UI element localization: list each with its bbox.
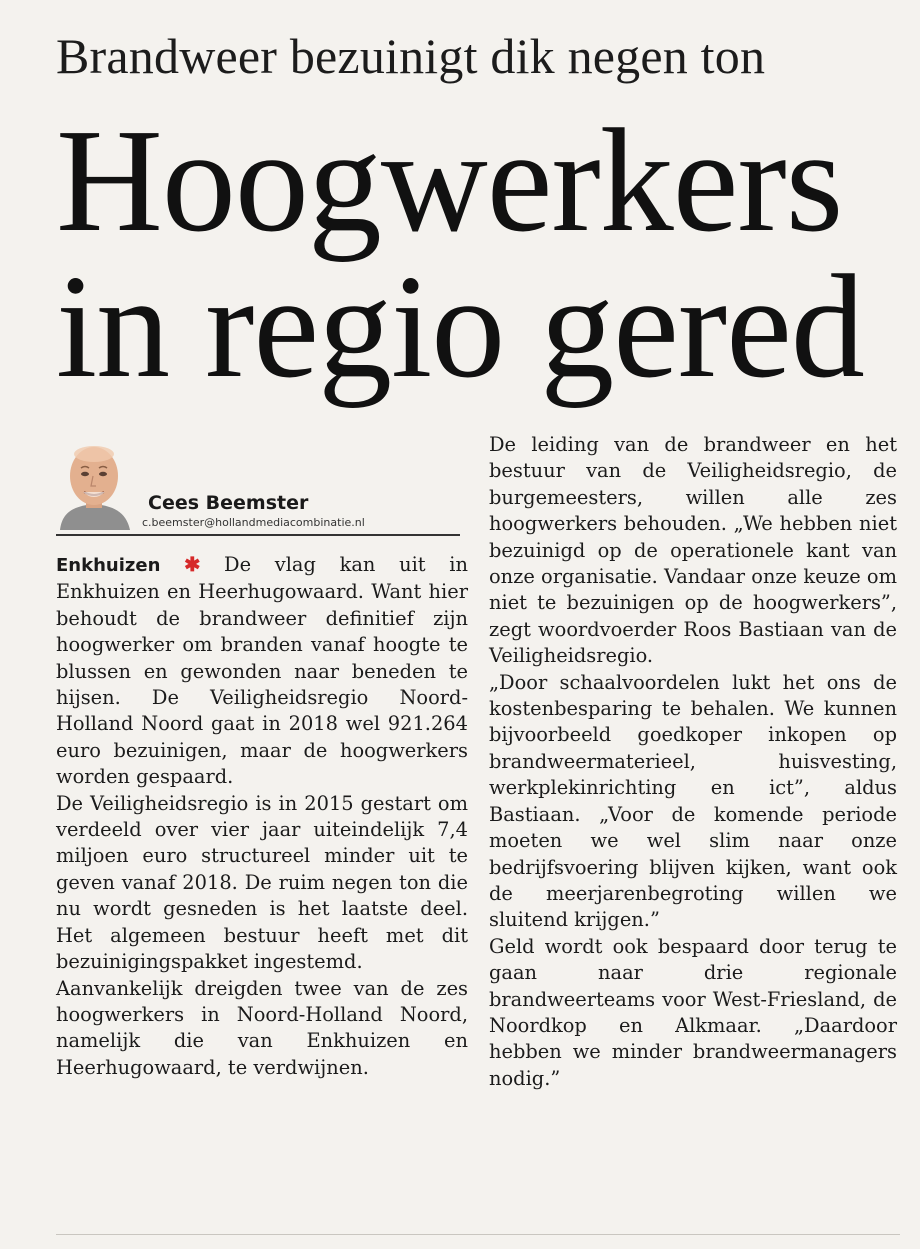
paragraph-text: De vlag kan uit in Enkhuizen en Heerhugowaard. Want hier behoudt de brandweer definitief zijn hoogwerker om branden vanaf hoogte te blussen en gewonden naar beneden te hijsen. De Veiligheidsregio Noord-Holland Noord gaat in 2018 wel 921.264 euro bezuinigen, maar de hoogwerkers worden gespaard. — [56, 553, 468, 789]
paragraph: Aanvankelijk dreigden twee van de zes hoogwerkers in Noord-Holland Noord, namelijk die van Enkhuizen en Heerhugowaard, te verdwijnen. — [56, 976, 468, 1079]
page-edge-divider — [56, 1234, 900, 1235]
paragraph: De Veiligheidsregio is in 2015 gestart om verdeeld over vier jaar uiteindelijk 7,4 miljoen euro structureel minder uit te geven vanaf 2018. De ruim negen ton die nu wordt gesneden is het laatste deel. Het algemeen bestuur heeft met dit bezuinigingspakket ingestemd. — [56, 791, 468, 974]
paragraph: De leiding van de brandweer en het bestuur van de Veiligheidsregio, de burgemeesters, willen alle zes hoogwerkers behouden. „We hebben niet bezuinigd op de operationele kant van onze organisatie. Vandaar onze keuze om niet te bezuinigen op de hoogwerkers”, zegt woordvoerder Roos Bastiaan van de Veiligheidsregio. — [489, 433, 897, 668]
asterisk-icon: ✱ — [184, 553, 201, 576]
paragraph: „Door schaalvoordelen lukt het ons de kostenbesparing te behalen. We kunnen bijvoorbeeld goedkoper inkopen op brandweermaterieel, huisvesting, werkplekinrichting en ict”, aldus Bastiaan. „Voor de komende periode moeten we wel slim naar onze bedrijfsvoering blijven kijken, want ook de meerjarenbegroting willen we sluitend krijgen.” — [489, 670, 897, 932]
headline-line-2: in regio gered — [56, 245, 864, 409]
headline-line-1: Hoogwerkers — [56, 99, 843, 263]
left-column — [56, 440, 468, 1081]
dateline: Enkhuizen — [56, 555, 161, 576]
left-body-text — [56, 552, 468, 1081]
kicker-headline: Brandweer bezuinigt dik negen ton — [56, 28, 766, 84]
author-name: Cees Beemster — [148, 492, 309, 514]
author-photo — [56, 440, 132, 530]
right-column — [489, 432, 897, 1092]
main-headline — [56, 99, 864, 409]
byline-divider — [56, 534, 460, 536]
paragraph: Geld wordt ook bespaard door terug te gaan naar drie regionale brandweerteams voor West-Friesland, de Noordkop en Alkmaar. „Daardoor hebben we minder brandweermanagers nodig.” — [489, 934, 897, 1090]
author-email: c.beemster@hollandmediacombinatie.nl — [142, 516, 365, 529]
byline — [56, 440, 468, 552]
paragraph — [56, 552, 468, 791]
